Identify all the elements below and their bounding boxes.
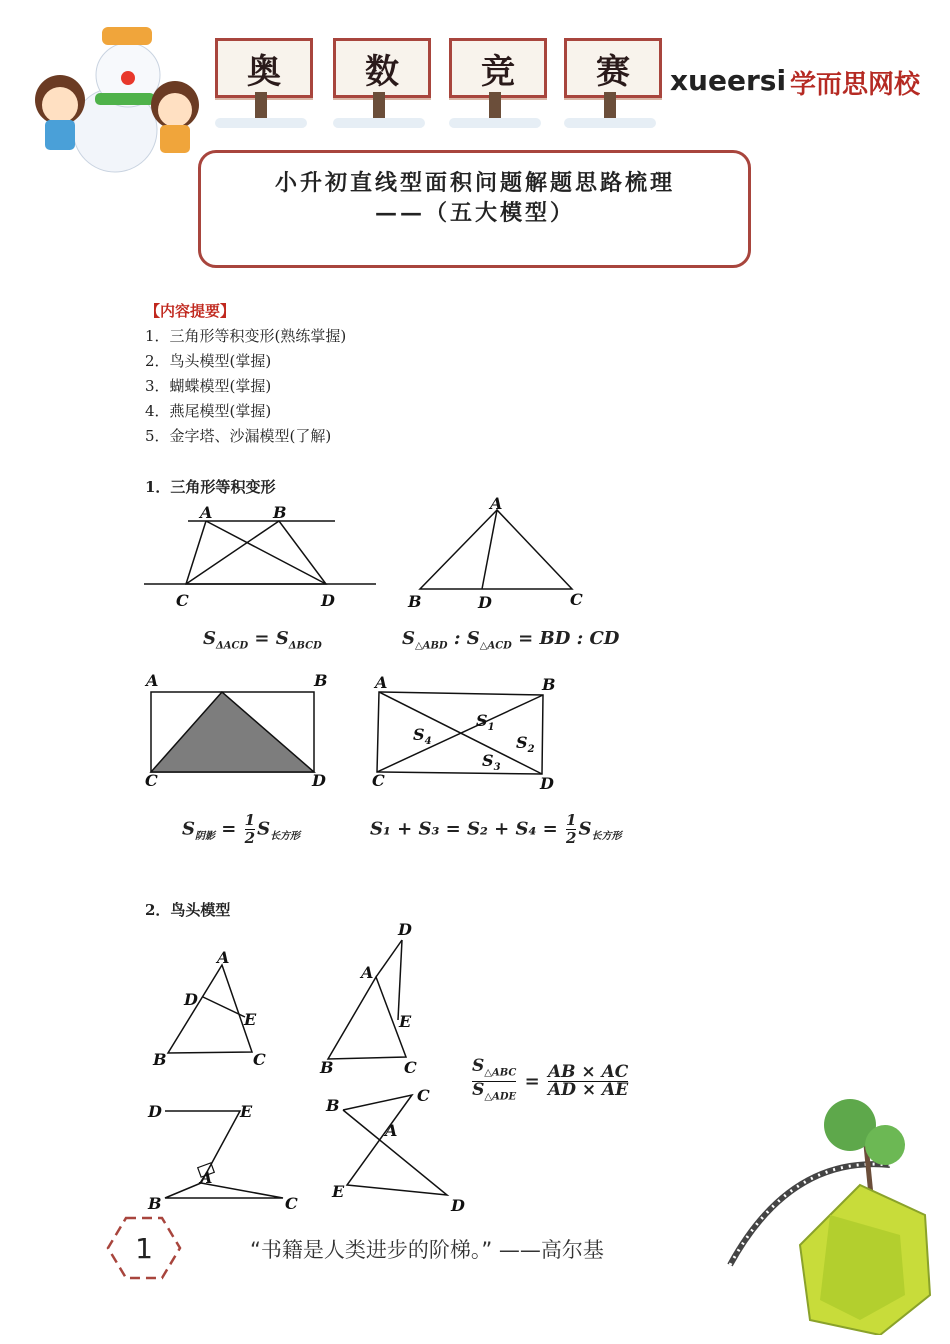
snow-base: [333, 118, 425, 128]
point-label-a: A: [146, 671, 159, 690]
figure-bird-head-models: [140, 915, 480, 1220]
list-item: 1．三角形等积变形(熟练掌握): [145, 327, 347, 345]
svg-text:E: E: [399, 1012, 412, 1031]
svg-text:S2: $S_2$: [516, 733, 535, 755]
point-label-a: A: [375, 673, 388, 692]
formula-subscript: 阴影: [195, 831, 215, 843]
page-number-badge: [106, 1216, 182, 1280]
point-label-b: B: [542, 675, 556, 694]
region-label-s2: 2: [527, 744, 535, 755]
formula-subscript: ΔACD: [216, 640, 249, 652]
figure-rectangle-diagonals: [365, 668, 565, 798]
formula-subscript: △ADE: [484, 1091, 517, 1103]
svg-text:B: B: [153, 1050, 167, 1069]
formula-bird-head: $\frac{S_{\triangle ABC}}{S_{\triangle ADE}}$ = $\frac{AB \times AC}{AD \times AE}$: [472, 1056, 629, 1103]
list-item: 3．蝴蝶模型(掌握): [145, 377, 272, 395]
page-title: 小升初直线型面积问题解题思路梳理: [274, 170, 675, 196]
point-label-c: C: [372, 771, 385, 790]
formula-rhs: BD : CD: [539, 628, 620, 649]
formula-numerator: AB × AC: [547, 1062, 629, 1083]
kids-snowman-illustration: [15, 15, 215, 175]
figure-rectangle-shaded: [140, 668, 340, 793]
tree-house-illustration: [700, 1095, 940, 1335]
formula-subscript: 长方形: [270, 831, 301, 843]
svg-text:A: A: [200, 1168, 213, 1187]
list-item: 5．金字塔、沙漏模型(了解): [145, 427, 332, 445]
point-label-d: D: [540, 774, 554, 793]
region-label-s1: 1: [487, 722, 495, 733]
header-sign-3: 竞: [449, 38, 547, 98]
page-subtitle: ——（五大模型）: [374, 200, 575, 226]
formula-denominator: AD × AE: [548, 1080, 629, 1101]
svg-text:D: D: [451, 1196, 465, 1215]
region-label-s3: 3: [493, 762, 501, 773]
figure-triangle-cevian: [400, 495, 600, 615]
summary-list: [145, 324, 346, 449]
section-heading: 2．鸟头模型: [145, 901, 231, 919]
section-heading: 1．三角形等积变形: [145, 478, 276, 496]
point-label-b: B: [273, 503, 287, 522]
svg-text:S4: $S_4$: [413, 725, 432, 747]
point-label-d: D: [312, 771, 326, 790]
formula-subscript: ΔBCD: [288, 640, 322, 652]
svg-text:D: D: [184, 990, 198, 1009]
svg-text:C: C: [417, 1086, 430, 1105]
point-label-d: D: [478, 593, 492, 612]
figure-parallel-lines: [140, 500, 385, 615]
formula-regions-half: S₁ + S₃ = S₂ + S₄ = $\frac{1}{2}$ $S_{长方形}$: [370, 811, 622, 847]
svg-text:S1: $S_1$: [476, 711, 495, 733]
svg-text:D: D: [398, 920, 412, 939]
svg-text:E: E: [244, 1010, 257, 1029]
svg-text:C: C: [253, 1050, 266, 1069]
svg-text:B: B: [320, 1058, 334, 1077]
point-label-c: C: [145, 771, 158, 790]
formula-subscript: △ABD: [415, 640, 448, 652]
formula-subscript: △ABC: [484, 1067, 517, 1079]
header-sign-2: 数: [333, 38, 431, 98]
header-sign-4: 赛: [564, 38, 662, 98]
point-label-b: B: [314, 671, 328, 690]
svg-text:A: A: [385, 1121, 398, 1140]
svg-text:D: D: [148, 1102, 162, 1121]
svg-text:A: A: [217, 948, 230, 967]
snow-base: [564, 118, 656, 128]
formula-equal-area: $S_{\Delta ACD} = S_{\Delta BCD}$: [203, 628, 322, 652]
point-label-c: C: [176, 591, 189, 610]
point-label-c: C: [570, 590, 583, 609]
svg-text:B: B: [148, 1194, 162, 1213]
list-item: 2．鸟头模型(掌握): [145, 352, 272, 370]
svg-text:C: C: [285, 1194, 298, 1213]
page-number: 1: [135, 1232, 153, 1265]
formula-lhs: S₁ + S₃ = S₂ + S₄ =: [370, 818, 558, 840]
summary-heading: 【内容提要】: [145, 302, 236, 320]
svg-text:S3: $S_3$: [482, 751, 501, 773]
formula-subscript: 长方形: [591, 831, 622, 843]
footer-quote: “书籍是人类进步的阶梯。” ——高尔基: [250, 1238, 604, 1262]
brand-logo-chinese: 学而思网校: [790, 70, 921, 100]
point-label-a: A: [490, 495, 503, 513]
svg-text:E: E: [240, 1102, 253, 1121]
header-sign-1: 奥: [215, 38, 313, 98]
snow-base: [215, 118, 307, 128]
point-label-b: B: [408, 592, 422, 611]
formula-subscript: △ACD: [479, 640, 512, 652]
list-item: 4．燕尾模型(掌握): [145, 402, 272, 420]
svg-text:A: A: [361, 963, 374, 982]
point-label-d: D: [321, 591, 335, 610]
formula-shaded-half: $S_{阴影}$ = $\frac{1}{2}$ $S_{长方形}$: [182, 811, 301, 847]
region-label-s4: 4: [424, 736, 432, 747]
snow-base: [449, 118, 541, 128]
svg-text:C: C: [404, 1058, 417, 1077]
formula-area-ratio: $S_{\triangle ABD}$ : $S_{\triangle ACD}$ = BD : CD: [402, 628, 620, 652]
point-label-a: A: [200, 503, 213, 522]
svg-text:B: B: [326, 1096, 340, 1115]
svg-text:E: E: [332, 1182, 345, 1201]
brand-logo-latin: xueersi: [670, 64, 787, 97]
